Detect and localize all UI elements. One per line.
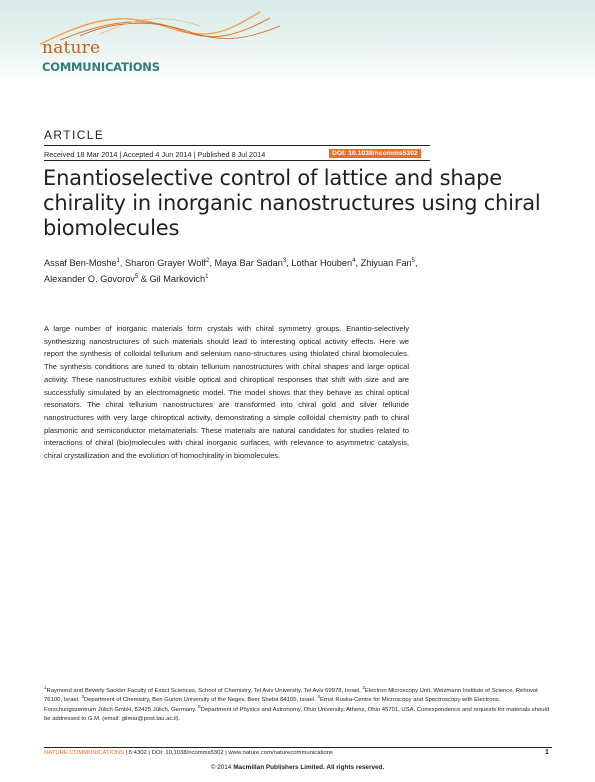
affiliations-and-correspondence: [44, 687, 554, 725]
copyright-notice: © 2014 Macmillan Publishers Limited. All rights reserved.: [210, 764, 385, 771]
doi-badge[interactable]: DOI: 10.1038/ncomms5302: [329, 149, 421, 158]
affiliation-number: 4: [317, 694, 320, 700]
author-affiliation-marker: 5: [134, 274, 139, 280]
author-affiliation-marker: 2: [206, 258, 210, 264]
journal-logo-nature: nature: [42, 38, 101, 58]
footer-rule: [44, 747, 552, 748]
abstract: A large number of inorganic materials form crystals with chiral symmetry groups. Enantio-selectively synthesizing nanostructures of such materials should lead to interesting optical activity effects. Here we report the synthesis of colloidal tellurium and selenium nano-structures using thiolated chiral biomolecules. The synthesis conditions are tuned to obtain tellurium nanostructures with chiral shapes and large optical activity. These nanostructures exhibit visible optical and chiroptical responses that shift with size and are successfully simulated by an electromagnetic model. The model shows that they behave as chiral optical resonators. The chiral tellurium nanostructures are transformed into chiral gold and silver telluride nanostructures with very large chiroptical activity, demonstrating a simple colloidal chemistry path to chiral plasmonic and semiconductor metamaterials. These materials are natural candidates for studies related to interactions of chiral (bio)molecules with chiral inorganic surfaces, with relevance to asymmetric catalysis, chiral crystallization and the evolution of homochirality in biomolecules.: [44, 324, 409, 461]
affiliation-number: 3: [81, 694, 84, 700]
affiliation-text: Ernst Ruska-Centre for Microscopy and Spectroscopy with Electrons, Forschungszentrum Jülich GmbH, 52425 Jülich, Germany.: [44, 697, 501, 713]
received-date: Received 18 Mar 2014: [44, 150, 118, 159]
author-name: Assaf Ben-Moshe: [44, 258, 117, 268]
author-affiliation-marker: 4: [352, 258, 356, 264]
journal-logo-communications: COMMUNICATIONS: [42, 60, 160, 74]
article-title: Enantioselective control of lattice and shape chirality in inorganic nanostructures using chiral biomolecules: [43, 166, 541, 240]
affiliation-text: Raymond and Beverly Sackler Faculty of Exact Sciences, School of Chemistry, Tel Aviv University, Tel Aviv 69978, Israel.: [46, 688, 363, 694]
publication-dates: Received 18 Mar 2014 | Accepted 4 Jun 2014 | Published 8 Jul 2014: [44, 150, 266, 159]
affiliation-number: 1: [44, 685, 47, 690]
author-name: Lothar Houben: [291, 258, 353, 268]
footer-citation: [44, 750, 333, 756]
published-date: Published 8 Jul 2014: [197, 150, 266, 159]
accepted-date: Accepted 4 Jun 2014: [122, 150, 192, 159]
affiliation-text: Department of Chemistry, Ben Gurion University of the Negev, Beer Sheba 84105, Israel.: [83, 697, 318, 704]
affiliation-text: Department of Physics and Astronomy, Ohio University, Athens, Ohio 45701, USA.: [200, 706, 417, 713]
footer-doi-url[interactable]: | 5:4302 | DOI: 10.1038/ncomms5302 | www.nature.com/naturecommunications: [123, 750, 333, 756]
author-name: Maya Bar Sadan: [214, 258, 283, 268]
author-list: Assaf Ben-Moshe$^1$, Sharon Grayer Wolf$^2$, Maya Bar Sadan$^3$, Lothar Houben$^4$, Zhiyuan Fan$^5$, Alexander O. Govorov$^5$ & Gil Markovich$^1$: [44, 258, 418, 284]
affiliation-number: 5: [198, 703, 201, 709]
header-rule-bottom: [44, 160, 430, 161]
author-name: Sharon Grayer Wolf: [124, 258, 206, 268]
author-name: Gil Markovich: [149, 274, 206, 284]
footer-journal-name: NATURE COMMUNICATIONS: [44, 750, 124, 756]
author-name: Alexander O. Govorov: [44, 274, 135, 284]
author-affiliation-marker: 3: [282, 258, 287, 264]
correspondence-text: Correspondence and requests for materials should be addressed to G.M. (email: gilmar@post.tau.ac.il).: [44, 706, 550, 723]
author-affiliation-marker: 1: [205, 274, 209, 280]
page-number: 1: [545, 749, 549, 756]
affiliation-text: Electron Microscopy Unit, Weizmann Institute of Science, Rehovot 76100, Israel.: [44, 688, 538, 704]
masthead-band: [0, 0, 595, 84]
author-affiliation-marker: 1: [116, 258, 120, 264]
author-affiliation-marker: 5: [411, 258, 416, 264]
author-name: Zhiyuan Fan: [360, 258, 412, 268]
article-type-label: ARTICLE: [44, 128, 105, 142]
affiliation-number: 2: [362, 685, 365, 690]
header-rule-top: [44, 145, 430, 146]
